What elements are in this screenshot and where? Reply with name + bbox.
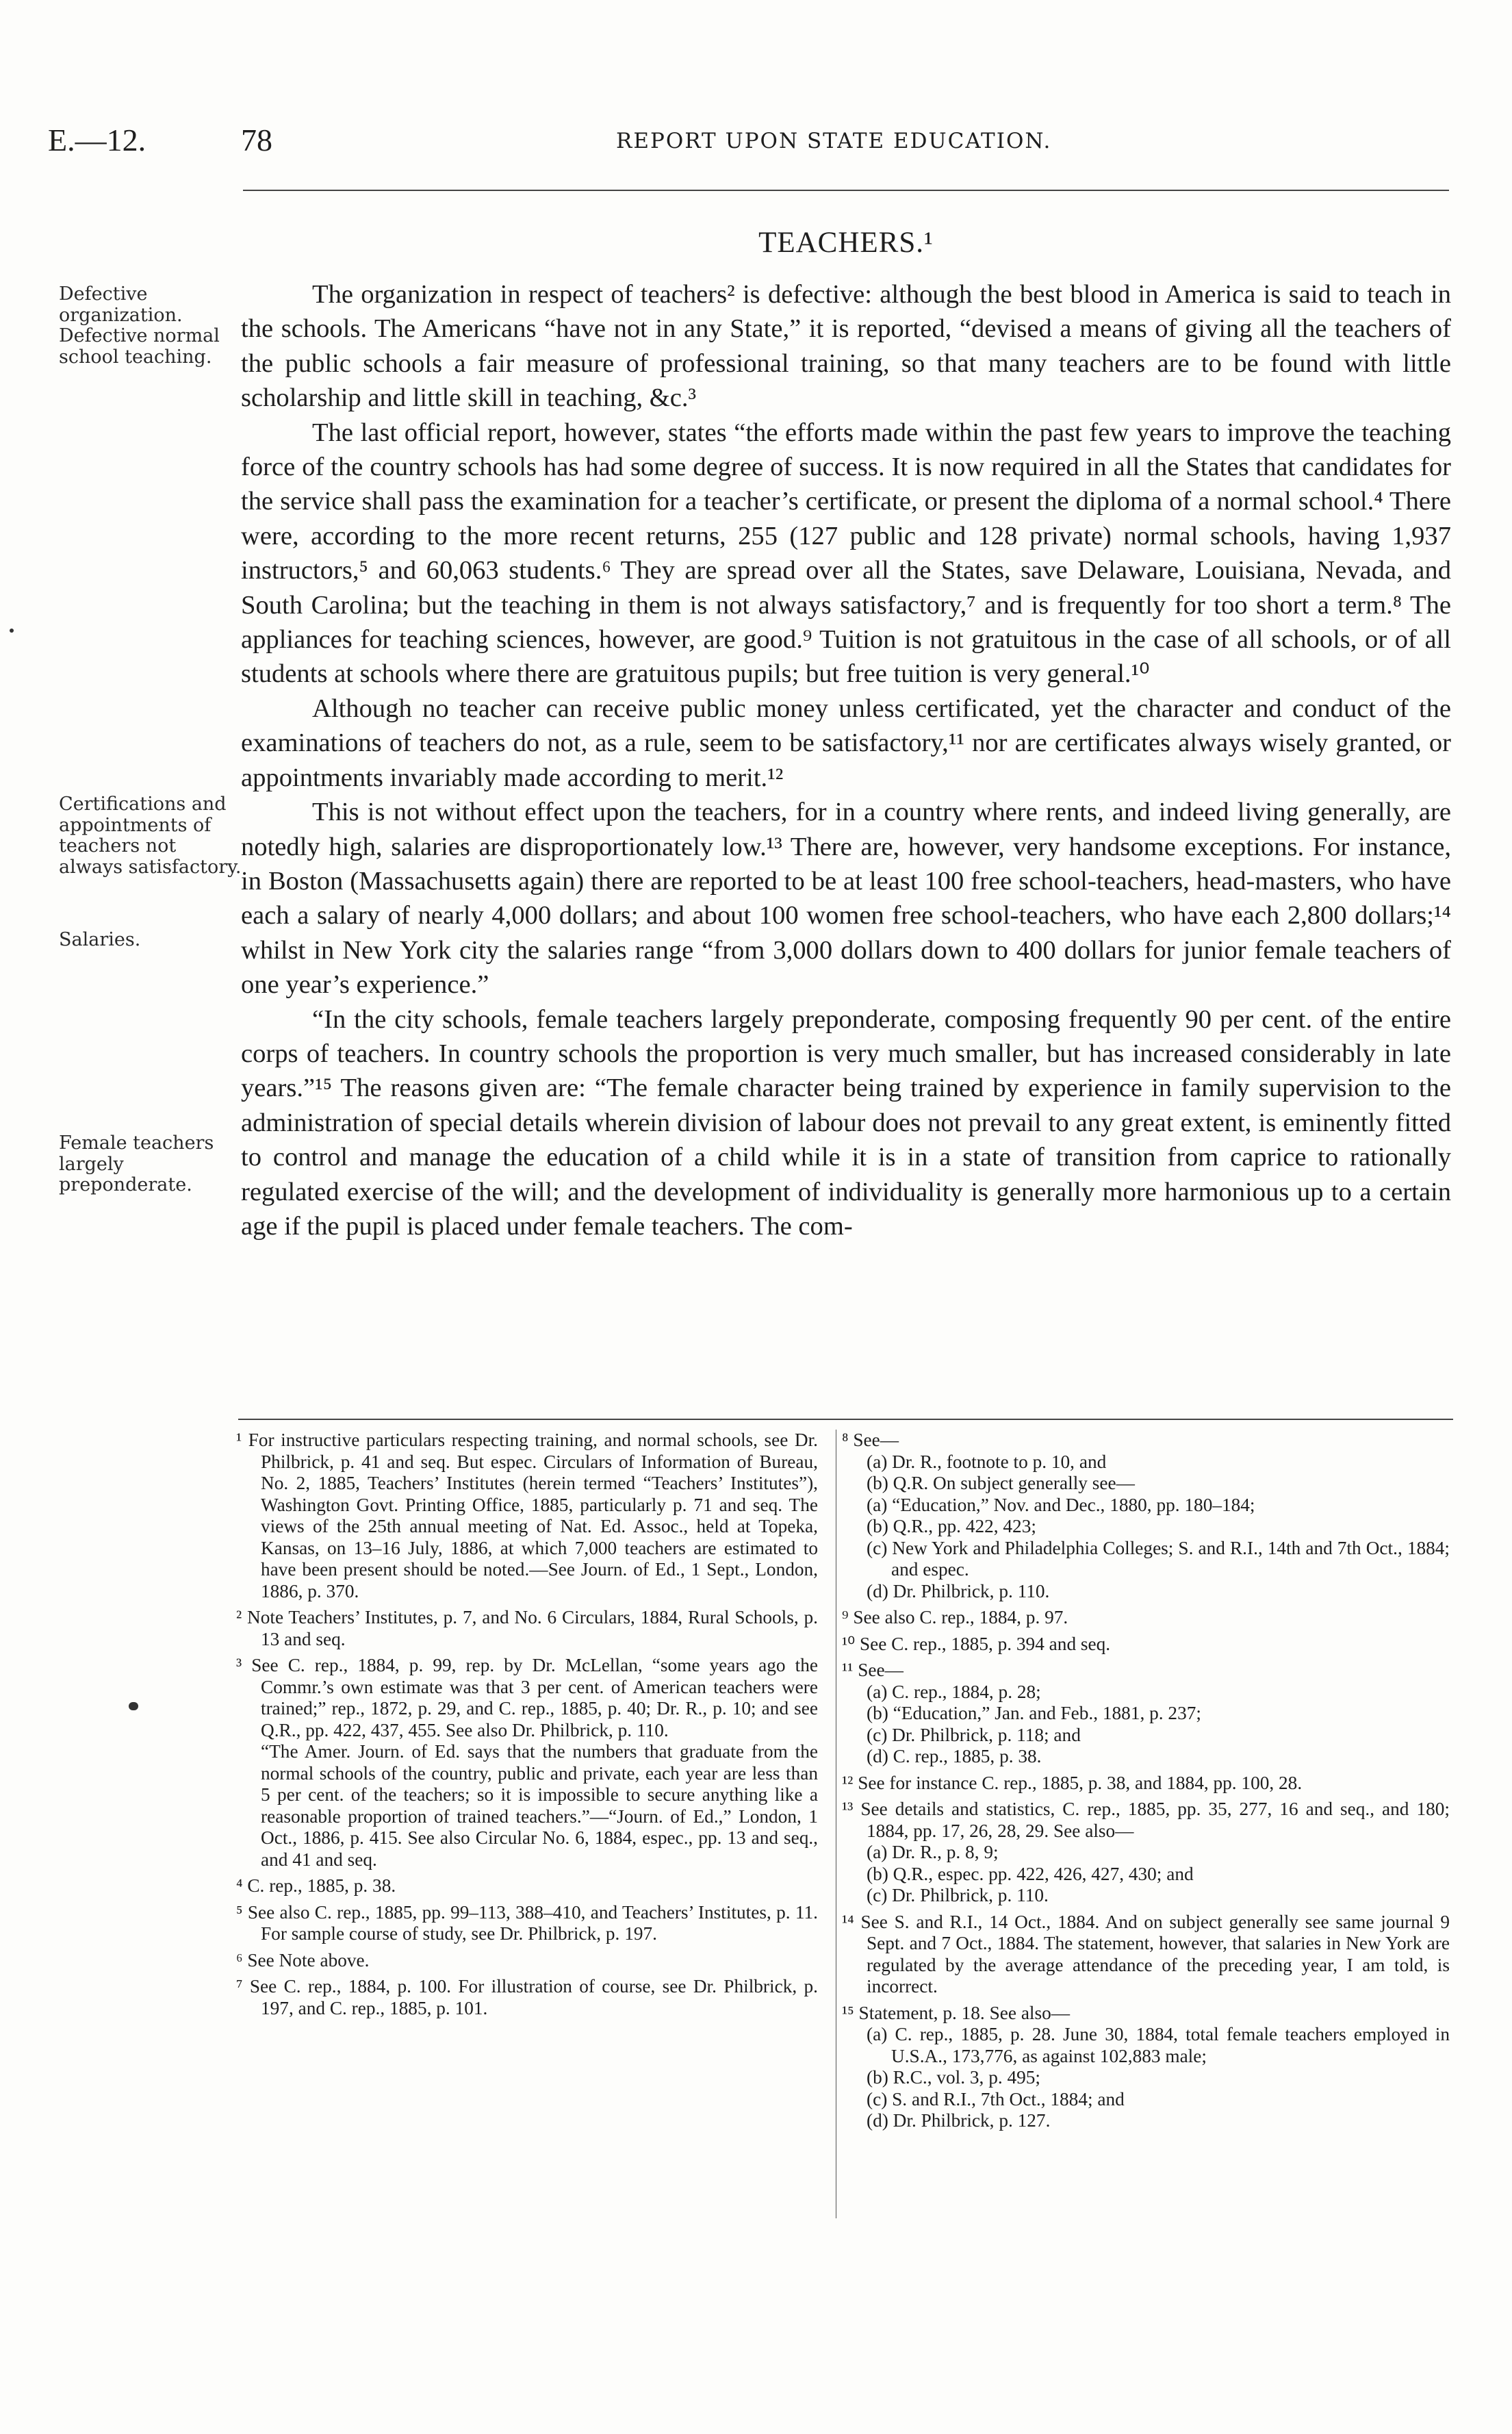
report-code: E.—12.	[48, 123, 146, 157]
footnote: ² Note Teachers’ Institutes, p. 7, and No. 6 Circulars, 1884, Rural Schools, p. 13 and seq.	[236, 1607, 818, 1649]
margin-note-organization: Defective organization. Defective normal school teaching.	[59, 283, 220, 368]
footnote-item: (a) Dr. R., footnote to p. 10, and	[867, 1451, 1107, 1472]
footnote: ⁶ See Note above.	[236, 1949, 370, 1970]
body-text	[241, 277, 1451, 1243]
footnote-item: (c) S. and R.I., 7th Oct., 1884; and	[867, 2088, 1125, 2109]
footnote: “The Amer. Journ. of Ed. says that the numbers that graduate from the normal schools of the country, public and private, each year are less than 5 per cent. of the teachers; so it is impossible to secure anything like a reasonable proportion of trained teachers.”—“Journ. of Ed.,” London, 1 Oct., 1886, p. 415. See also Circular No. 6, 1884, espec., pp. 13 and seq., and 41 and seq.	[261, 1741, 818, 1870]
footnote-item: (a) C. rep., 1884, p. 28;	[867, 1681, 1041, 1702]
footnote: ¹² See for instance C. rep., 1885, p. 38, and 1884, pp. 100, 28.	[842, 1772, 1303, 1793]
footnote-item: (c) Dr. Philbrick, p. 118; and	[867, 1724, 1081, 1745]
running-title: REPORT UPON STATE EDUCATION.	[616, 129, 1052, 153]
footnote: ¹⁵ Statement, p. 18. See also—	[842, 2002, 1071, 2023]
footnotes-right-column	[842, 1430, 1450, 2132]
footnote-rule	[238, 1419, 1453, 1420]
footnote-item: (c) New York and Philadelphia Colleges; S. and R.I., 14th and 7th Oct., 1884; and espec.	[867, 1537, 1450, 1580]
footnote-item: (b) Q.R., pp. 422, 423;	[867, 1516, 1036, 1536]
page-number: 78	[241, 123, 272, 157]
footnotes-left-column	[236, 1430, 818, 2024]
footnote-item: (a) C. rep., 1885, p. 28. June 30, 1884, total female teachers employed in U.S.A., 173,776, as against 102,883 male;	[867, 2024, 1450, 2066]
footnote: ¹ For instructive particulars respecting training, and normal schools, see Dr. Philbrick, p. 41 and seq. But espec. Circulars of Information of Bureau, No. 2, 1885, Teachers’ Institutes (herein termed “Teachers’ Institutes”), Washington Govt. Printing Office, 1885, particularly p. 71 and seq. The views of the 25th annual meeting of Nat. Ed. Assoc., held at Topeka, Kansas, on 13–16 July, 1886, at which 7,000 teachers are estimated to have been present should be noted.—See Journ. of Ed., 1 Sept., London, 1886, p. 370.	[236, 1430, 818, 1601]
paragraph: The organization in respect of teachers² is defective: although the best blood in America is said to teach in the schools. The Americans “have not in any State,” it is reported, “devised a means of giving all the teachers of the public schools a fair measure of professional training, so that many teachers are to be found with little scholarship and little skill in teaching, &c.³	[241, 280, 1451, 413]
footnote-item: (d) C. rep., 1885, p. 38.	[867, 1746, 1042, 1766]
footnote-item: (c) Dr. Philbrick, p. 110.	[867, 1885, 1049, 1905]
footnote: ¹⁰ See C. rep., 1885, p. 394 and seq.	[842, 1633, 1111, 1654]
margin-note-certifications: Certifications and appointments of teachers not always satisfactory.	[59, 794, 242, 878]
footnote: ¹¹ See—	[842, 1660, 904, 1680]
footnote-item: (b) Q.R. On subject generally see—	[867, 1473, 1135, 1493]
paragraph: This is not without effect upon the teachers, for in a country where rents, and indeed living generally, are notedly high, salaries are disproportionately low.¹³ There are, however, very handsome exceptions. For instance, in Boston (Massachusetts again) there are reported to be at least 100 free school-teachers, head-masters, who have each a salary of nearly 4,000 dollars; and about 100 women free school-teachers, who have each 2,800 dollars;¹⁴ whilst in New York city the salaries range “from 3,000 dollars down to 400 dollars for junior female teachers of one year’s experience.”	[241, 798, 1451, 1000]
print-speck	[129, 1702, 138, 1710]
footnote-item: (a) “Education,” Nov. and Dec., 1880, pp. 180–184;	[867, 1494, 1255, 1515]
footnote: ³ See C. rep., 1884, p. 99, rep. by Dr. McLellan, “some years ago the Commr.’s own estimate was that 3 per cent. of American teachers were trained;” rep., 1872, p. 29, and C. rep., 1885, p. 40; Dr. R., p. 10; and see Q.R., pp. 422, 437, 455. See also Dr. Philbrick, p. 110.	[236, 1655, 818, 1740]
footnote-item: (b) R.C., vol. 3, p. 495;	[867, 2067, 1041, 2088]
margin-note-female-teachers: Female teachers largely preponderate.	[59, 1132, 214, 1195]
footnote: ⁷ See C. rep., 1884, p. 100. For illustration of course, see Dr. Philbrick, p. 197, and C. rep., 1885, p. 101.	[236, 1976, 818, 2018]
section-title: TEACHERS.¹	[758, 227, 934, 259]
footnote: ¹³ See details and statistics, C. rep., 1885, pp. 35, 277, 16 and seq., and 180; 1884, pp. 17, 26, 28, 29. See also—	[842, 1799, 1450, 1841]
print-speck	[10, 629, 14, 633]
footnote: ⁴ C. rep., 1885, p. 38.	[236, 1875, 396, 1896]
footnote-item: (b) Q.R., espec. pp. 422, 426, 427, 430; and	[867, 1863, 1194, 1884]
footnote-item: (d) Dr. Philbrick, p. 110.	[867, 1580, 1050, 1601]
footnote-item: (a) Dr. R., p. 8, 9;	[867, 1842, 999, 1862]
header-rule	[243, 190, 1449, 191]
footnote: ⁵ See also C. rep., 1885, pp. 99–113, 388–410, and Teachers’ Institutes, p. 11. For sample course of study, see Dr. Philbrick, p. 197.	[236, 1901, 818, 1944]
paragraph: Although no teacher can receive public money unless certificated, yet the character and conduct of the examinations of teachers do not, as a rule, seem to be satisfactory,¹¹ nor are certificates always wisely granted, or appointments invariably made according to merit.¹²	[241, 694, 1451, 792]
footnote-item: (d) Dr. Philbrick, p. 127.	[867, 2110, 1051, 2131]
paragraph: The last official report, however, states “the efforts made within the past few years to improve the teaching force of the country schools has had some degree of success. It is now required in all the States that candidates for the service shall pass the examination for a teacher’s certificate, or present the diploma of a normal school.⁴ There were, according to the more recent returns, 255 (127 public and 128 private) normal schools, having 1,937 instructors,⁵ and 60,063 students.⁶ They are spread over all the States, save Delaware, Louisiana, Nevada, and South Carolina; but the teaching in them is not always satisfactory,⁷ and is frequently for too short a term.⁸ The appliances for teaching sciences, however, are good.⁹ Tuition is not gratuitous in the case of all schools, or of all students at schools where there are gratuitous pupils; but free tuition is very general.¹⁰	[241, 418, 1451, 689]
margin-note-salaries: Salaries.	[59, 929, 141, 950]
paragraph: “In the city schools, female teachers largely preponderate, composing frequently 90 per cent. of the entire corps of teachers. In country schools the proportion is very much smaller, but has increased considerably in late years.”¹⁵ The reasons given are: “The female character being trained by experience in family supervision to the administration of special details wherein division of labour does not prevail to any great extent, is eminently fitted to control and manage the education of a child while it is in a state of transition from caprice to rationally regulated exercise of the will; and the development of individuality is generally more harmonious up to a certain age if the pupil is placed under female teachers. The com-	[241, 1004, 1451, 1241]
footnote: ¹⁴ See S. and R.I., 14 Oct., 1884. And on subject generally see same journal 9 Sept. and 7 Oct., 1884. The statement, however, that salaries in New York are regulated by the average attendance of the preceding year, I am told, is incorrect.	[842, 1911, 1450, 1996]
footnote-item: (b) “Education,” Jan. and Feb., 1881, p. 237;	[867, 1703, 1201, 1723]
footnote: ⁸ See—	[842, 1430, 899, 1450]
footnote: ⁹ See also C. rep., 1884, p. 97.	[842, 1607, 1068, 1627]
